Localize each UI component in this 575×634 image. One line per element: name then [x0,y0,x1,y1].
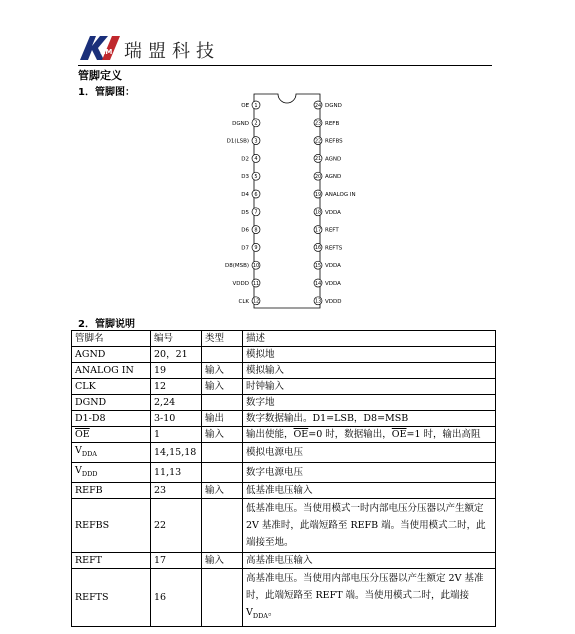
pin-type [202,395,243,411]
pin-number-label: 23 [314,120,322,127]
pin-type: 输入 [202,379,243,395]
pin-desc: 模拟电源电压 [243,443,496,463]
pin-number-label: 18 [314,209,322,216]
pin-number-label: 16 [314,245,322,252]
pin-label: REFT [325,227,339,234]
pin-number: 22 [151,498,202,552]
pin-number: 11,13 [151,462,202,482]
pin-name: $\overline{OE}$ [72,427,151,443]
pin-label: VDDA [325,263,341,270]
pin-number-label: 19 [314,191,322,198]
subtitle-pinout: 1．管脚图： [78,87,135,98]
pin-number-label: 6 [254,191,258,198]
pin-label: REFB [325,120,340,127]
pin-number-label: 3 [254,138,258,145]
pin-number: 2,24 [151,395,202,411]
pin-name: REFBS [72,498,151,552]
pin-number: 16 [151,568,202,626]
pin-label: D4 [241,192,249,198]
table-row [72,568,496,626]
logo-text: RM [100,48,113,56]
pin-label: AGND [325,156,342,163]
pin-desc: 时钟输入 [243,379,496,395]
pin-number-label: 22 [314,138,322,145]
pin-label: VDDD [232,281,249,287]
table-row [72,347,496,363]
pin-number: 19 [151,363,202,379]
pin-number-label: 2 [254,120,258,127]
pin-number: 14,15,18 [151,443,202,463]
pin-number-label: 7 [254,209,258,216]
table-row [72,427,496,443]
pin-label: DGND [232,120,249,127]
pin-type [202,347,243,363]
pin-type: 输入 [202,552,243,568]
pin-desc: 高基准电压。当使用内部电压分压器以产生额定 2V 基准时，此端短路至 REFT 端。当使用模式二时，此端接 $V_{DDA}$。 [243,568,496,626]
pinout-diagram [200,88,375,310]
pin-number-label: 20 [314,174,322,180]
pin-desc: 模拟地 [243,347,496,363]
header-rule [78,65,492,66]
pin-name: ANALOG IN [72,363,151,379]
pin-number-label: 24 [314,102,322,109]
pin-number: 17 [151,552,202,568]
page-header [78,34,492,66]
pin-name: REFT [72,552,151,568]
pin-label: REFBS [325,138,343,145]
pin-label: VDDA [325,281,341,287]
pin-number-label: 14 [314,280,322,287]
pin-type [202,498,243,552]
header-description: 描述 [243,331,496,347]
pin-name: $V_{DDA}$ [72,443,151,463]
pin-type: 输入 [202,427,243,443]
pin-number: 20，21 [151,347,202,363]
pin-label: DGND [325,103,342,109]
table-row [72,395,496,411]
pin-type [202,568,243,626]
pin-type [202,462,243,482]
pin-number: 23 [151,482,202,498]
table-row [72,411,496,427]
pin-label: D7 [241,245,249,252]
table-header-row [72,331,496,347]
pin-label: VDDA [325,209,341,216]
pin-name: CLK [72,379,151,395]
pin-name: REFB [72,482,151,498]
pin-label: D2 [241,156,249,163]
pin-label: AGND [325,174,342,181]
table-row [72,462,496,482]
pin-desc: 输出使能，$\overline{OE}=0$ 时，数据输出，$\overline{OE}=1$ 时，输出高阻 [243,427,496,443]
pin-number-label: 5 [254,174,258,180]
pin-desc: 低基准电压。当使用模式一时内部电压分压器以产生额定2V 基准时，此端短路至 REFB 端。当使用模式二时，此端接至地。 [243,498,496,552]
pin-type: 输出 [202,411,243,427]
pin-desc: 模拟输入 [243,363,496,379]
pin-name: REFTS [72,568,151,626]
table-row [72,482,496,498]
pin-desc: 低基准电压输入 [243,482,496,498]
pin-description-table [71,330,496,627]
pin-number: 3-10 [151,411,202,427]
header-pin-type: 类型 [202,331,243,347]
pin-number-label: 4 [254,156,258,163]
pin-label: ANALOG IN [325,192,356,198]
pin-desc: 数字地 [243,395,496,411]
section-title: 管脚定义 [78,69,122,82]
pin-label: CLK [238,298,249,305]
pin-number-label: 1 [254,102,258,109]
table-row [72,443,496,463]
pin-label: REFTS [325,245,343,252]
table-row [72,498,496,552]
pin-label: VDDD [325,298,342,305]
pin-desc: 数字数据输出。D1=LSB，D8=MSB [243,411,496,427]
pin-number-label: 12 [252,298,260,305]
pin-number-label: 21 [314,156,322,163]
pin-label: OE [241,103,249,109]
pin-desc: 高基准电压输入 [243,552,496,568]
pin-label: D5 [241,209,249,216]
pin-number-label: 10 [252,263,260,269]
pin-number: 1 [151,427,202,443]
table-row [72,363,496,379]
pin-number-label: 8 [254,227,258,234]
subtitle-pin-description: 2．管脚说明 [78,319,135,330]
pin-name: DGND [72,395,151,411]
pin-label: D1(LSB) [226,138,249,145]
company-logo [78,34,122,62]
ic-package-outline [254,94,320,308]
pin-number-label: 17 [314,227,322,234]
pin-desc: 数字电源电压 [243,462,496,482]
pin-type: 输入 [202,363,243,379]
table-row [72,552,496,568]
pin-name: D1-D8 [72,411,151,427]
pin-name: $V_{DDD}$ [72,462,151,482]
pin-type: 输入 [202,482,243,498]
table-row [72,379,496,395]
pin-label: D6 [241,227,249,234]
pin-number-label: 11 [252,280,260,287]
header-pin-name: 管脚名 [72,331,151,347]
pin-number-label: 9 [254,245,258,252]
pin-label: D3 [241,174,249,181]
brand-name: 瑞盟科技 [124,41,220,62]
pin-number-label: 13 [314,298,322,305]
pin-number: 12 [151,379,202,395]
pin-label: D8(MSB) [224,263,249,270]
header-pin-number: 编号 [151,331,202,347]
pin-type [202,443,243,463]
pin-name: AGND [72,347,151,363]
pin-number-label: 15 [314,263,322,269]
